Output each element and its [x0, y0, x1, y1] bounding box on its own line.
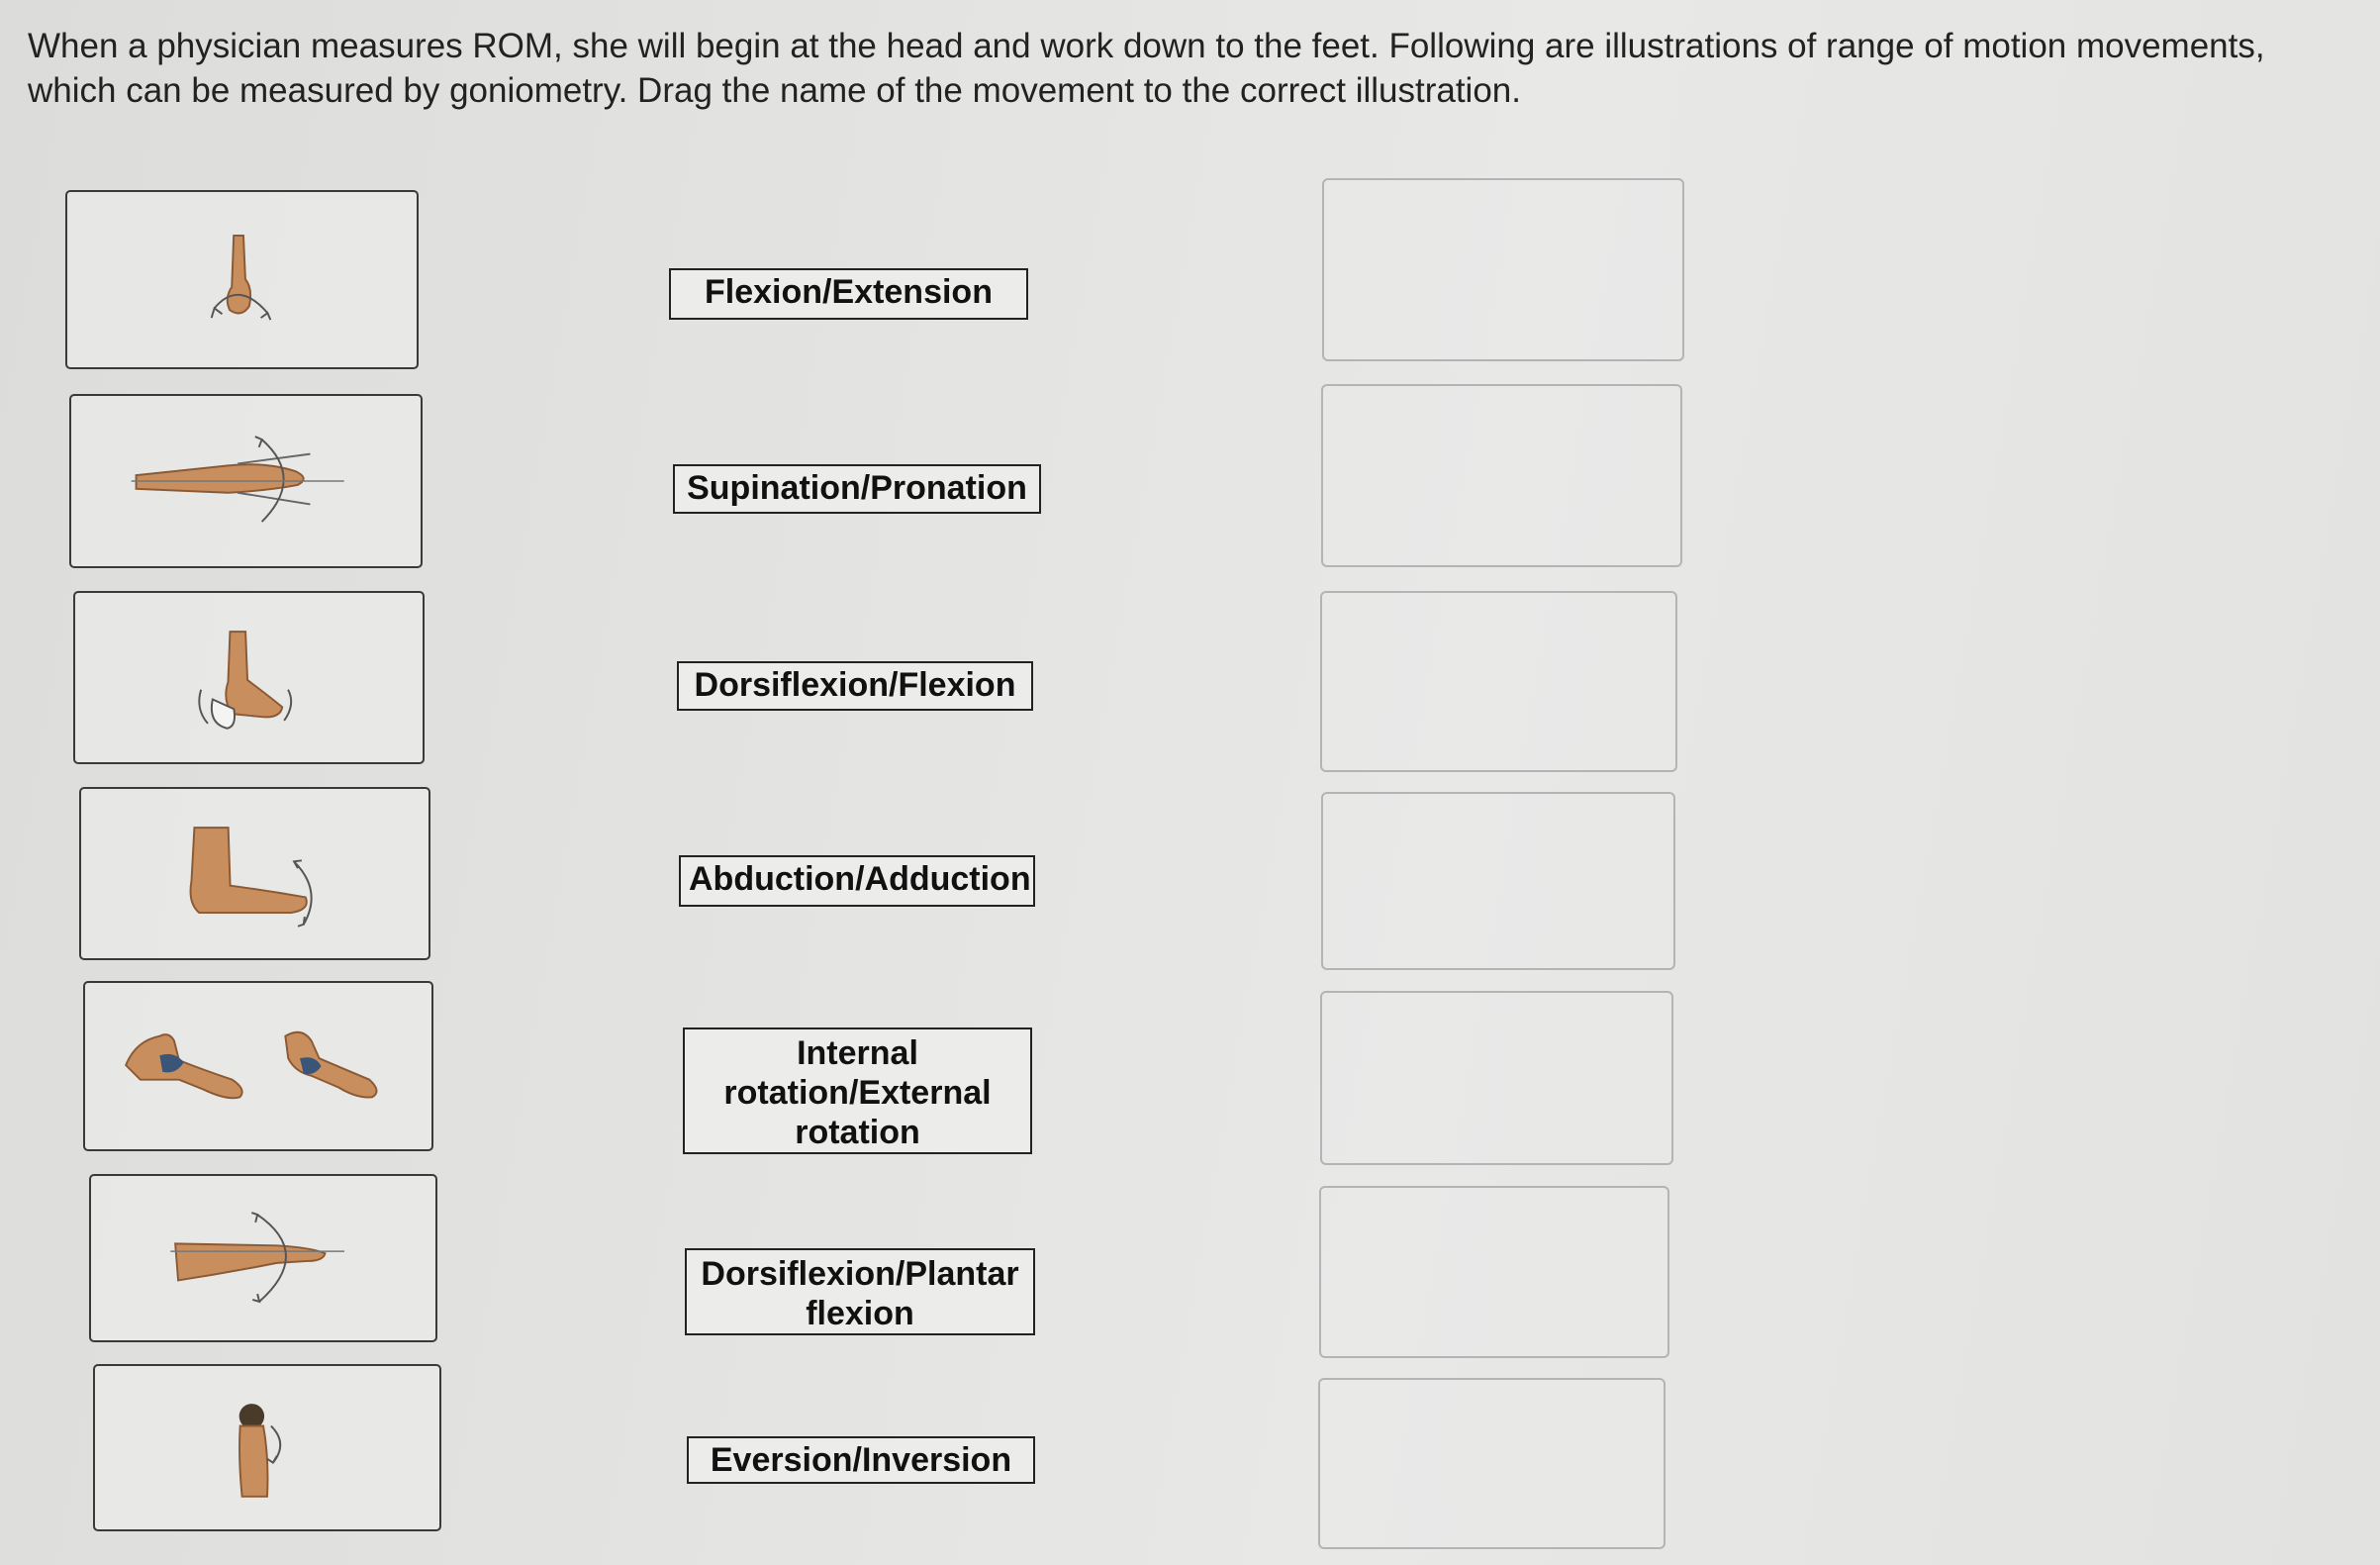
drag-label-flexion-extension[interactable]: Flexion/Extension: [669, 268, 1028, 320]
forearm-rotation-icon: [71, 396, 421, 566]
wrist-flexion-icon: [67, 192, 417, 367]
foot-eversion-icon: [75, 593, 423, 762]
arm-abduction-icon: [91, 1176, 435, 1340]
illustration-6: [89, 1174, 437, 1342]
illustration-5: [83, 981, 433, 1151]
hip-rotation-icon: [85, 983, 431, 1149]
illustration-3: [73, 591, 425, 764]
illustration-1: [65, 190, 419, 369]
question-prompt: When a physician measures ROM, she will begin at the head and work down to the feet. Following are illustrations of range of motion movements, which can be measured by goniometry. Drag the name of the movement to the correct illustration.: [28, 27, 2265, 110]
drop-target-5[interactable]: [1320, 991, 1673, 1165]
neck-flexion-icon: [95, 1366, 439, 1529]
drag-label-supination-pronation[interactable]: Supination/Pronation: [673, 464, 1041, 514]
ankle-dorsiflexion-icon: [81, 789, 428, 958]
drop-target-7[interactable]: [1318, 1378, 1666, 1549]
drag-label-abduction-adduction[interactable]: Abduction/Adduction: [679, 855, 1035, 907]
drag-label-eversion-inversion[interactable]: Eversion/Inversion: [687, 1436, 1035, 1484]
drop-target-4[interactable]: [1321, 792, 1675, 970]
drop-target-6[interactable]: [1319, 1186, 1669, 1358]
drop-target-3[interactable]: [1320, 591, 1677, 772]
drag-label-internal-external-rotation[interactable]: Internal rotation/External rotation: [683, 1027, 1032, 1154]
drag-label-dorsiflexion-flexion[interactable]: Dorsiflexion/Flexion: [677, 661, 1033, 711]
drag-label-dorsiflexion-plantar-flexion[interactable]: Dorsiflexion/Plantar flexion: [685, 1248, 1035, 1335]
illustration-4: [79, 787, 430, 960]
drop-target-2[interactable]: [1321, 384, 1682, 567]
illustration-7: [93, 1364, 441, 1531]
drop-target-1[interactable]: [1322, 178, 1684, 361]
illustration-2: [69, 394, 423, 568]
